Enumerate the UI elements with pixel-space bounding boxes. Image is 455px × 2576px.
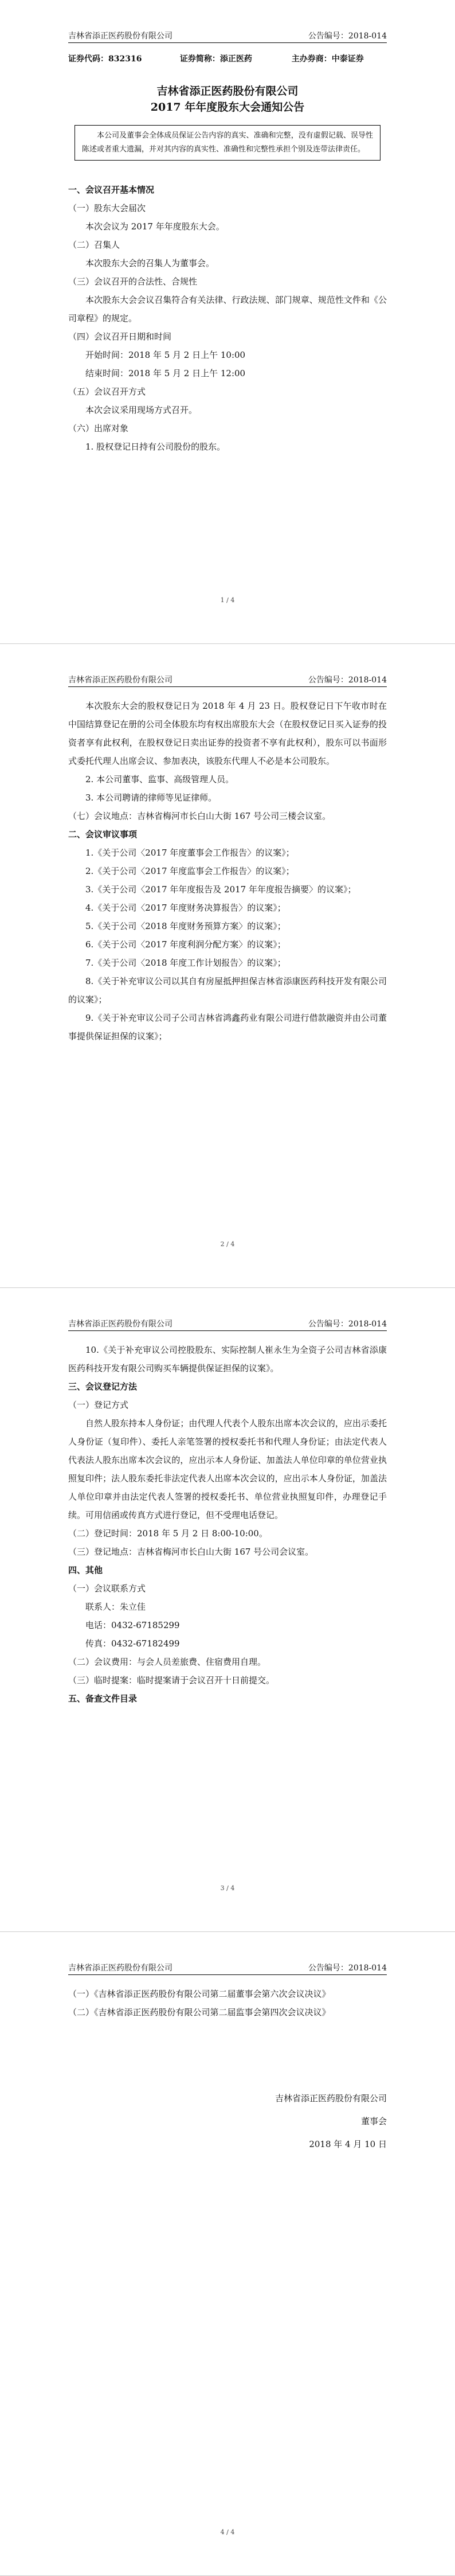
section-heading: 二、会议审议事项 xyxy=(68,829,138,840)
paragraph: （七）会议地点：吉林省梅河市长白山大街 167 号公司三楼会议室。 xyxy=(68,811,331,821)
paragraph: （一）登记方式 xyxy=(68,1400,129,1410)
stock-abbr: 证券简称：添正医药 xyxy=(179,54,252,64)
paragraph: （二）会议费用：与会人员差旅费、住宿费用自理。 xyxy=(68,1657,266,1667)
paragraph: （六）出席对象 xyxy=(68,423,129,434)
section-heading: 五、备查文件目录 xyxy=(68,1693,138,1704)
page-number: 3 / 4 xyxy=(220,1884,235,1892)
paragraph: 电话：0432-67185299 xyxy=(85,1620,180,1630)
page-header xyxy=(68,1318,387,1331)
header-announcement-no: 公告编号：2018-014 xyxy=(308,1964,387,1973)
page-header xyxy=(68,1962,387,1975)
page-3 xyxy=(0,1288,455,1932)
paragraph: （一）会议联系方式 xyxy=(68,1583,146,1594)
page-number: 1 / 4 xyxy=(220,596,235,604)
doc-title-line2: 2017 年年度股东大会通知公告 xyxy=(150,101,305,114)
paragraph: 本次股东大会的股权登记日为 2018 年 4 月 23 日。股权登记日下午收市时在中国结算登记在册的公司全体股东均有权出席股东大会（在股权登记日买入证券的投资者享有此权利，在股权登记日卖出证券的投资者不享有此权利），股东可以书面形式委托代理人出席会议、参加表决，该股东代理人不必是本公司股东。 xyxy=(68,701,387,766)
paragraph: 7.《关于公司〈2018 年度工作计划报告〉的议案》； xyxy=(85,958,286,968)
paragraph: 9.《关于补充审议公司子公司吉林省鸿鑫药业有限公司进行借款融资并由公司董事提供保证担保的议案》； xyxy=(68,1013,387,1041)
paragraph: （二）《吉林省添正医药股份有限公司第二届监事会第四次会议决议》 xyxy=(68,2007,331,2017)
paragraph: 本次会议采用现场方式召开。 xyxy=(85,405,198,415)
page-header xyxy=(68,30,387,43)
paragraph: 1. 股权登记日持有公司股份的股东。 xyxy=(85,442,226,452)
paragraph: 本次股东大会的召集人为董事会。 xyxy=(85,258,215,268)
signature-board: 董事会 xyxy=(360,2116,387,2126)
paragraph: 10.《关于补充审议公司控股股东、实际控制人崔永生为全资子公司吉林省添康医药科技开发有限公司购买车辆提供保证担保的议案》。 xyxy=(68,1345,387,1373)
paragraph: （四）会议召开日期和时间 xyxy=(68,331,172,342)
section-heading: 一、会议召开基本情况 xyxy=(68,185,155,195)
page-4-body xyxy=(68,1985,387,2021)
header-announcement-no: 公告编号：2018-014 xyxy=(308,32,387,41)
stock-code: 证券代码：832316 xyxy=(68,54,142,64)
page-header xyxy=(68,674,387,687)
paragraph: （三）临时提案：临时提案请于会议召开十日前提交。 xyxy=(68,1675,275,1685)
header-announcement-no: 公告编号：2018-014 xyxy=(308,676,387,685)
stock-info xyxy=(68,53,387,64)
paragraph: （二）召集人 xyxy=(68,240,120,250)
paragraph: （一）股东大会届次 xyxy=(68,203,146,213)
doc-title-line1: 吉林省添正医药股份有限公司 xyxy=(156,85,299,97)
paragraph: 6.《关于公司〈2017 年度利润分配方案〉的议案》； xyxy=(85,939,286,950)
paragraph: 2.《关于公司〈2017 年度监事会工作报告〉的议案》； xyxy=(85,866,295,876)
header-company: 吉林省添正医药股份有限公司 xyxy=(68,1320,172,1329)
paragraph: （二）登记时间：2018 年 5 月 2 日 8:00-10:00。 xyxy=(68,1528,268,1539)
page-number: 4 / 4 xyxy=(220,2528,235,2536)
page-1 xyxy=(0,0,455,644)
paragraph: 结束时间：2018 年 5 月 2 日上午 12:00 xyxy=(85,368,246,378)
page-number: 2 / 4 xyxy=(220,1240,235,1248)
stock-broker: 主办券商：中泰证券 xyxy=(291,54,364,64)
page-1-body xyxy=(68,181,387,456)
paragraph: 5.《关于公司〈2018 年度财务预算方案〉的议案》； xyxy=(85,921,286,931)
header-company: 吉林省添正医药股份有限公司 xyxy=(68,676,172,685)
page-4 xyxy=(0,1932,455,2576)
doc-title xyxy=(0,83,455,115)
signature-company: 吉林省添正医药股份有限公司 xyxy=(274,2093,387,2103)
section-heading: 三、会议登记方法 xyxy=(68,1381,138,1392)
paragraph: （一）《吉林省添正医药股份有限公司第二届董事会第六次会议决议》 xyxy=(68,1989,331,1999)
paragraph: 3.《关于公司〈2017 年年度报告及 2017 年年度报告摘要〉的议案》； xyxy=(85,884,356,895)
paragraph: （三）会议召开的合法性、合规性 xyxy=(68,276,198,287)
paragraph: 传真：0432-67182499 xyxy=(85,1638,180,1649)
page-2-body xyxy=(68,697,387,1045)
paragraph: （五）会议召开方式 xyxy=(68,387,146,397)
disclaimer-box: 本公司及董事会全体成员保证公告内容的真实、准确和完整，没有虚假记载、误导性陈述或者重大遗漏，并对其内容的真实性、准确性和完整性承担个别及连带法律责任。 xyxy=(74,125,381,161)
paragraph: 本次股东大会会议召集符合有关法律、行政法规、部门规章、规范性文件和《公司章程》的规定。 xyxy=(68,295,387,323)
page-2 xyxy=(0,644,455,1288)
paragraph: 开始时间：2018 年 5 月 2 日上午 10:00 xyxy=(85,350,246,360)
paragraph: 本次会议为 2017 年年度股东大会。 xyxy=(85,221,225,232)
paragraph: 1.《关于公司〈2017 年度董事会工作报告〉的议案》； xyxy=(85,848,295,858)
signature-block xyxy=(275,2087,387,2156)
header-company: 吉林省添正医药股份有限公司 xyxy=(68,32,172,41)
header-announcement-no: 公告编号：2018-014 xyxy=(308,1320,387,1329)
paragraph: 联系人：朱立佳 xyxy=(85,1602,146,1612)
signature-date: 2018 年 4 月 10 日 xyxy=(309,2139,387,2149)
paragraph: 8.《关于补充审议公司以其自有房屋抵押担保吉林省添康医药科技开发有限公司的议案》； xyxy=(68,976,387,1005)
page-3-body xyxy=(68,1341,387,1708)
paragraph: 自然人股东持本人身份证；由代理人代表个人股东出席本次会议的，应出示委托人身份证（复印件）、委托人亲笔签署的授权委托书和代理人身份证；由法定代表人代表法人股东出席本次会议的，应出示本人身份证、加盖法人单位印章的单位营业执照复印件；法人股东委托非法定代表人出席本次会议的，应出示本人身份证，加盖法人单位印章并由法定代表人签署的授权委托书、单位营业执照复印件，办理登记手续。可用信函或传真方式进行登记，但不受理电话登记。 xyxy=(68,1418,387,1520)
paragraph: 4.《关于公司〈2017 年度财务决算报告〉的议案》； xyxy=(85,903,286,913)
paragraph: （三）登记地点：吉林省梅河市长白山大街 167 号公司会议室。 xyxy=(68,1547,314,1557)
paragraph: 3. 本公司聘请的律师等见证律师。 xyxy=(85,793,217,803)
section-heading: 四、其他 xyxy=(68,1565,103,1575)
paragraph: 2. 本公司董事、监事、高级管理人员。 xyxy=(85,774,234,784)
header-company: 吉林省添正医药股份有限公司 xyxy=(68,1964,172,1973)
